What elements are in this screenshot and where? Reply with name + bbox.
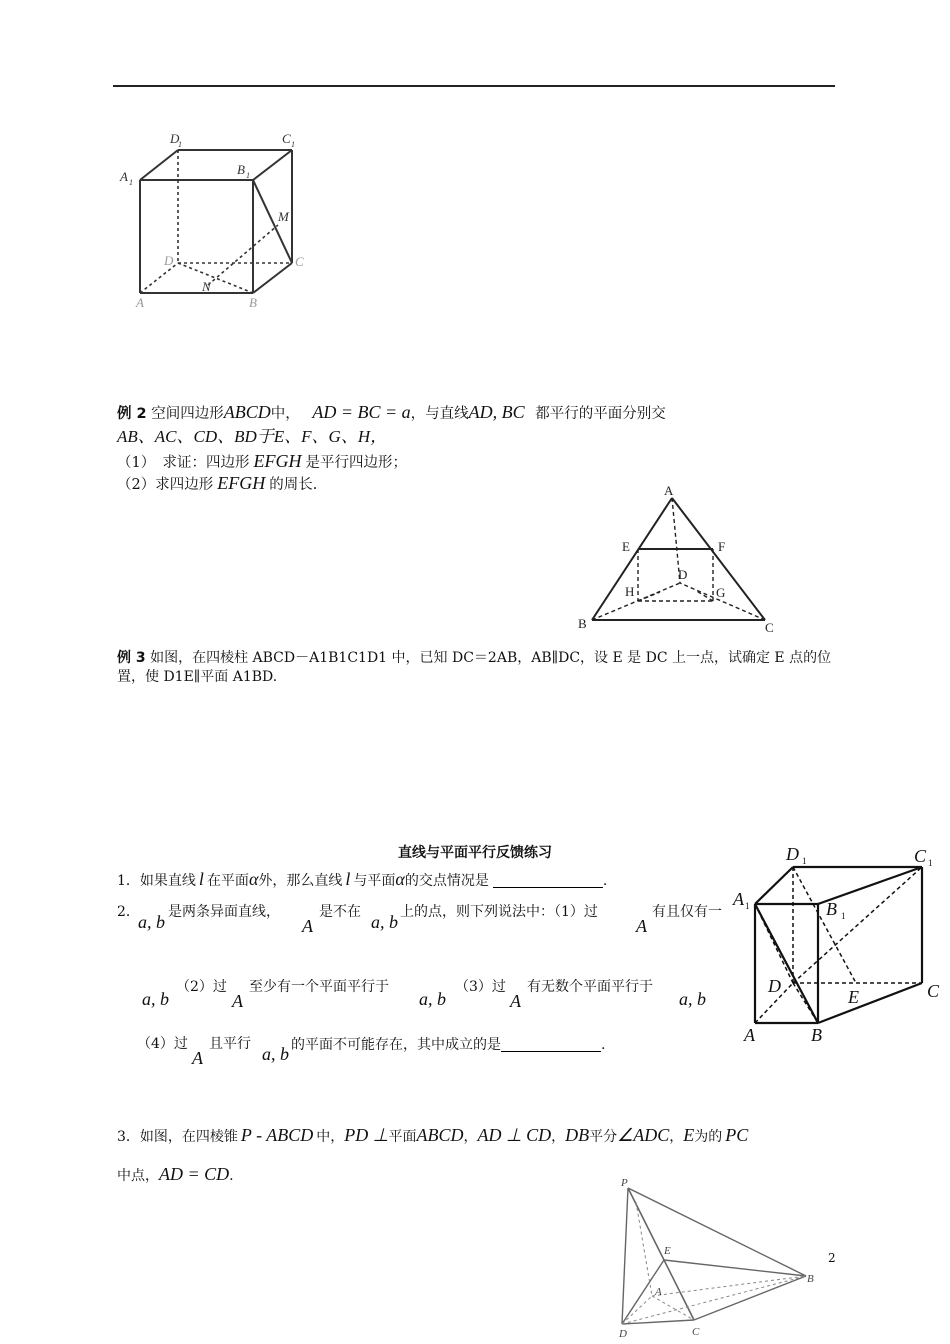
label-sub: 1: [928, 858, 933, 868]
math: A: [232, 991, 243, 1011]
math: A: [510, 991, 521, 1011]
text: 中，: [316, 1129, 345, 1145]
math: AD = CD: [159, 1164, 230, 1184]
label-c: C: [295, 254, 304, 269]
label-b: B: [578, 616, 587, 631]
text: 至少有一个平面平行于: [249, 979, 389, 995]
text: 与平面: [353, 873, 396, 889]
text: 上的点，则下列说法中：（1）过: [400, 904, 598, 920]
text: （3）过: [455, 979, 506, 995]
text: （2）过: [176, 979, 227, 995]
math: PC: [725, 1125, 749, 1145]
text: 平分: [589, 1129, 618, 1145]
problem-1: [117, 870, 607, 888]
math: A: [192, 1048, 203, 1068]
text: 中，: [270, 406, 300, 422]
math: P - ABCD: [240, 1125, 314, 1145]
label-e: E: [664, 1245, 671, 1257]
math: a, b: [371, 912, 398, 932]
problem-2-end: [291, 1037, 605, 1052]
text: ，与直线: [410, 406, 469, 422]
label-c: C: [765, 620, 774, 635]
text: （1） 求证：四边形: [117, 455, 250, 471]
math: l: [198, 869, 204, 889]
label-e: E: [622, 539, 630, 554]
math: a, b: [138, 912, 165, 932]
text: 空间四边形: [151, 406, 224, 422]
math: AD = BC = a: [312, 402, 411, 422]
label-c1: C: [914, 846, 927, 866]
example-2-q1: [117, 452, 407, 471]
example-2-line-2: AB、AC、CD、BD于E、F、G、H，: [117, 427, 388, 446]
math: PD ⊥: [344, 1125, 389, 1145]
example-2-line-1: [117, 403, 666, 422]
label-sub: 1: [291, 140, 295, 149]
label-b: B: [249, 295, 257, 310]
text: 都平行的平面分别交: [535, 406, 666, 422]
label-e: E: [848, 987, 859, 1007]
label-sub: 1: [246, 171, 250, 180]
label-a1: A: [120, 169, 128, 184]
text: 有且仅有一: [652, 904, 722, 920]
label-a1: A: [733, 889, 744, 909]
math: E: [683, 1125, 695, 1145]
label-c1: C: [282, 131, 291, 146]
example-3-label: 例 3: [117, 650, 146, 666]
label-h: H: [625, 584, 635, 599]
label-b: B: [807, 1273, 814, 1285]
text: .: [229, 1168, 234, 1184]
math: EFGH: [217, 473, 266, 493]
label-c: C: [927, 981, 940, 1001]
header-rule: [113, 85, 835, 87]
text: 中点，: [117, 1168, 159, 1184]
math: l: [345, 869, 351, 889]
text: 且平行: [209, 1036, 251, 1052]
text: .: [601, 1037, 606, 1053]
problem-2-num: 2．: [117, 904, 140, 920]
text: 是不在: [319, 904, 361, 920]
answer-blank[interactable]: [501, 1037, 601, 1052]
label-sub: 1: [178, 140, 182, 149]
label-sub: 1: [841, 911, 846, 921]
example-2-q2: [117, 474, 317, 493]
example-2-label: 例 2: [117, 406, 147, 422]
section-title: 直线与平面平行反馈练习: [398, 845, 552, 861]
math: ∠ADC: [617, 1125, 670, 1145]
label-b: B: [811, 1025, 822, 1045]
label-a: A: [655, 1286, 662, 1298]
text: 外，那么直线: [258, 873, 343, 889]
label-sub: 1: [802, 856, 807, 866]
cube-figure: [110, 125, 330, 315]
math: AD, BC: [468, 402, 525, 422]
text: 在平面: [206, 873, 249, 889]
math: ABCD: [416, 1125, 464, 1145]
label-d: D: [768, 976, 781, 996]
label-f: F: [718, 539, 726, 554]
label-b1: B: [826, 899, 837, 919]
answer-blank[interactable]: [493, 873, 603, 888]
math: a, b: [262, 1044, 289, 1064]
tetrahedron-figure: [570, 480, 780, 640]
label-a: A: [744, 1025, 755, 1045]
example-3-line-2: 置，使 D1E∥平面 A1BD.: [117, 669, 278, 685]
text: 3．: [117, 1129, 140, 1145]
label-m: M: [278, 209, 289, 224]
text: 的周长.: [269, 477, 318, 493]
label-d1: D: [170, 131, 180, 146]
example-3-line-1: [117, 651, 831, 665]
label-d: D: [678, 567, 688, 582]
text: （2）求四边形: [117, 477, 214, 493]
label-b1: B: [237, 162, 245, 177]
math: a, b: [679, 989, 706, 1009]
math: A: [636, 916, 647, 936]
problem-3-line-2: [117, 1165, 234, 1183]
label-g: G: [716, 585, 726, 600]
text: .: [602, 873, 608, 889]
label-a: A: [664, 483, 674, 498]
pyramid-figure: [612, 1172, 824, 1344]
text: 平面: [388, 1129, 417, 1145]
text: 是两条异面直线，: [168, 904, 280, 920]
math: α: [248, 869, 259, 889]
math: a, b: [419, 989, 446, 1009]
text: 1．如果直线: [117, 873, 196, 889]
text: 为的: [694, 1129, 723, 1145]
label-d: D: [164, 253, 174, 268]
label-d1: D: [786, 844, 799, 864]
label-sub: 1: [129, 178, 133, 187]
text: 的交点情况是: [404, 873, 489, 889]
label-n: N: [202, 279, 211, 294]
math: a, b: [142, 989, 169, 1009]
math: A: [302, 916, 313, 936]
text: 有无数个平面平行于: [527, 979, 653, 995]
text: （4）过: [137, 1036, 188, 1052]
text: 的平面不可能存在，其中成立的是: [291, 1037, 501, 1053]
math: AD ⊥ CD: [477, 1125, 552, 1145]
label-sub: 1: [745, 901, 750, 911]
prism-figure: [728, 840, 950, 1050]
math: DB: [565, 1125, 590, 1145]
page-number: 2: [828, 1251, 836, 1265]
label-d: D: [619, 1328, 627, 1340]
text: 如图，在四棱柱 ABCD－A1B1C1D1 中，已知 DC＝2AB，AB∥DC，设 E 是 DC 上一点，试确定 E 点的位: [150, 650, 832, 666]
text: 是平行四边形；: [305, 455, 407, 471]
label-p: P: [621, 1177, 628, 1189]
math: ABCD: [223, 402, 271, 422]
label-a: A: [136, 295, 144, 310]
math: α: [395, 869, 405, 889]
problem-3-line-1: 3．如图，在四棱锥 P - ABCD 中，PD ⊥平面ABCD，AD ⊥ CD，DB平分∠ADC，E为的 PC: [117, 1125, 749, 1145]
label-c: C: [692, 1326, 700, 1338]
math: EFGH: [253, 451, 302, 471]
text: 如图，在四棱锥: [139, 1129, 238, 1145]
